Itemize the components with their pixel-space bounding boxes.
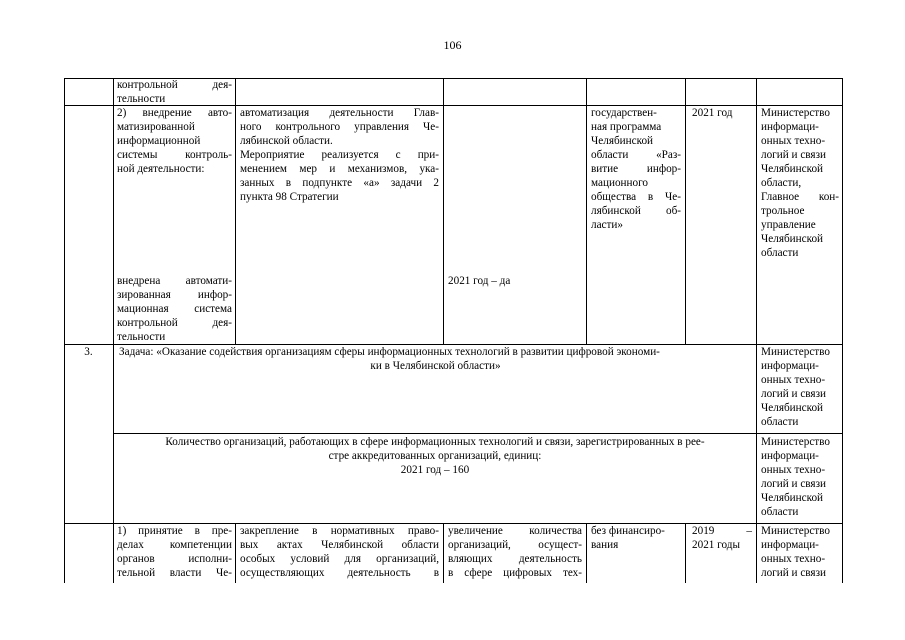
cell-row3-task: Задача: «Оказание содействия организациям сферы информационных технологий в развитии цифровой экономи- ки в Челябинской области» xyxy=(119,346,660,372)
table-rule-col2a xyxy=(235,78,236,344)
cell-row5-col4: увеличение количества организаций, осущест- вляющих деятельность в сфере цифровых тех- xyxy=(448,525,582,579)
cell-row3-col7: Министерство информаци- онных техно- логий и связи Челябинской области xyxy=(761,346,830,428)
cell-row2-col6: 2021 год xyxy=(692,107,733,119)
cell-row3-number: 3. xyxy=(84,346,93,358)
cell-row2-col5: государствен- ная программа Челябинской области «Раз- витие инфор- мационного общества в Че- лябинской об- ласти» xyxy=(591,107,681,231)
cell-row2-col3: автоматизация деятельности Глав- ного контрольного управления Че- лябинской области. Мероприятие реализуется с при- менением мер и механизмов, ука- занных в подпункте «а» задачи 2 пункта 98 Стратегии xyxy=(240,107,439,203)
table-rule-right xyxy=(842,78,843,583)
cell-row5-col3: закрепление в нормативных право- вых актах Челябинской области особых условий для организаций, осуществляющих деятельность в xyxy=(240,525,439,579)
cell-row5-col2: 1) принятие в пре- делах компетенции органов исполни- тельной власти Че- xyxy=(117,525,232,579)
cell-row2-col4: 2021 год – да xyxy=(448,275,511,287)
cell-row5-col6: 2019 – 2021 годы xyxy=(692,525,752,551)
table-rule-col4b xyxy=(586,523,587,583)
cell-row5-col5: без финансиро- вания xyxy=(591,525,665,551)
table-rule-col6 xyxy=(756,78,757,583)
table-rule-col5b xyxy=(685,523,686,583)
cell-row2-col7: Министерство информаци- онных техно- логий и связи Челябинской области, Главное кон- трольное управление Челябинской области xyxy=(761,107,839,259)
cell-row4-col7: Министерство информаци- онных техно- логий и связи Челябинской области xyxy=(761,436,830,518)
cell-row2-col2-bottom: внедрена автомати- зированная инфор- мационная система контрольной дея- тельности xyxy=(117,275,232,343)
table-rule-col3a xyxy=(443,78,444,344)
table-rule-col1 xyxy=(113,78,114,583)
table-rule-col2b xyxy=(235,523,236,583)
cell-row1-col2: контрольной дея- тельности xyxy=(117,79,232,105)
cell-row2-col2-top: 2) внедрение авто- матизированной информационной системы контроль- ной деятельности: xyxy=(117,107,232,175)
cell-row4-indicator: Количество организаций, работающих в сфере информационных технологий и связи, зарегистрированных в рее- стре аккредитованных организаций, единиц: 2021 год – 160 xyxy=(165,436,705,476)
table-rule-col5a xyxy=(685,78,686,344)
table-rule-left xyxy=(64,78,65,583)
page-number: 106 xyxy=(443,38,462,52)
cell-row5-col7: Министерство информаци- онных техно- логий и связи xyxy=(761,525,830,579)
table-rule-col4a xyxy=(586,78,587,344)
table-rule-row3 xyxy=(113,433,842,434)
table-rule-col3b xyxy=(443,523,444,583)
